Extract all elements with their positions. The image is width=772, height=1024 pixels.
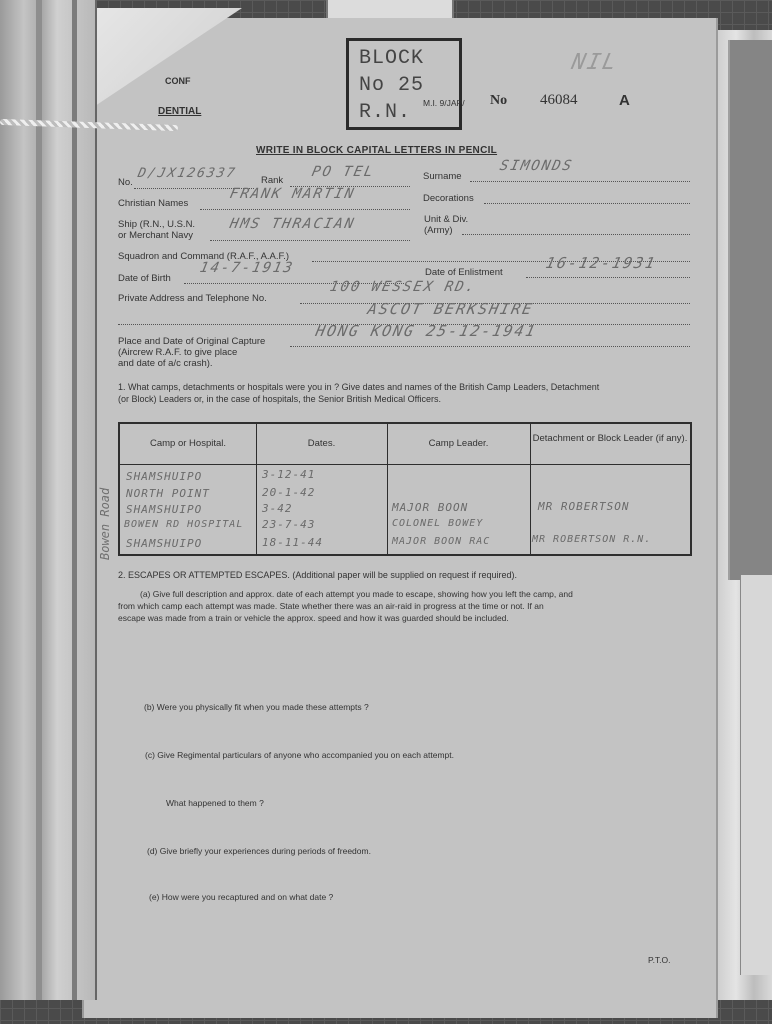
ship-label-2: or Merchant Navy	[118, 230, 193, 241]
series-letter: A	[619, 92, 630, 109]
unit-line	[462, 234, 690, 235]
form-number: 46084	[540, 92, 578, 108]
dob-value: 14-7-1913	[198, 260, 296, 276]
christian-names-line	[200, 209, 410, 210]
row-5-camp: SHAMSHUIPO	[126, 537, 203, 550]
squadron-label: Squadron and Command (R.A.F., A.A.F.)	[118, 251, 290, 262]
row-3-camp: SHAMSHUIPO	[126, 503, 203, 516]
no-label: No.	[118, 177, 133, 188]
pto-label: P.T.O.	[648, 955, 671, 965]
conf-top: CONF	[165, 76, 191, 86]
form-code: M.I. 9/JAP/	[423, 98, 465, 108]
instruction-heading: WRITE IN BLOCK CAPITAL LETTERS IN PENCIL	[256, 145, 498, 156]
enlistment-value: 16-12-1931	[544, 254, 659, 272]
row-4-date: 23-7-43	[262, 518, 316, 531]
no-value: D/JX126337	[136, 166, 238, 181]
stamp-line-2: No 25	[359, 74, 425, 97]
stamp-line-1: BLOCK	[359, 47, 425, 70]
row-4-camp: BOWEN RD HOSPITAL	[124, 519, 244, 530]
row-5-date: 18-11-44	[262, 536, 323, 549]
ship-label-1: Ship (R.N., U.S.N.	[118, 219, 196, 230]
question-1-text-2: (or Block) Leaders or, in the case of hospitals, the Senior British Medical Officers.	[118, 394, 441, 404]
row-3-date: 3-42	[262, 502, 293, 515]
row-2-date: 20-1-42	[262, 486, 316, 499]
right-card-dark	[728, 40, 772, 580]
number-label: No	[490, 93, 508, 108]
question-2c-followup: What happened to them ?	[166, 798, 264, 808]
header-camp: Camp or Hospital.	[149, 438, 227, 449]
unit-label-2: (Army)	[424, 225, 453, 236]
row-5-leader: MAJOR BOON RAC	[392, 536, 491, 547]
row-3-detachment: MR ROBERTSON	[538, 500, 630, 513]
ship-line	[210, 240, 410, 241]
conf-bottom: DENTIAL	[158, 106, 202, 117]
row-2-camp: NORTH POINT	[126, 487, 210, 500]
left-strip	[36, 0, 42, 1000]
christian-names-value: FRANK MARTIN	[228, 186, 357, 202]
question-2e: (e) How were you recaptured and on what date ?	[149, 892, 334, 902]
capture-label-2: (Aircrew R.A.F. to give place	[118, 347, 238, 358]
decorations-label: Decorations	[423, 193, 474, 204]
header-detachment: Detachment or Block Leader (if any).	[532, 433, 688, 444]
surname-label: Surname	[423, 171, 462, 182]
rank-label: Rank	[261, 175, 284, 186]
capture-value: HONG KONG 25-12-1941	[314, 322, 539, 340]
left-paper-stack	[0, 0, 97, 1000]
unit-label-1: Unit & Div.	[424, 214, 469, 225]
enlistment-line	[526, 277, 690, 278]
row-1-camp: SHAMSHUIPO	[126, 470, 203, 483]
margin-note: Bowen Road	[98, 487, 112, 560]
decorations-line	[484, 203, 690, 204]
capture-line	[290, 346, 690, 347]
left-strip-2	[72, 0, 77, 1000]
address-value-1: 100 WESSEX RD.	[328, 279, 478, 295]
question-2a-text-1: (a) Give full description and approx. date of each attempt you made to escape, showing how you left the camp, and	[140, 589, 573, 599]
question-2a-text-2: from which camp each attempt was made. State whether there was an air-raid in progress at the time or not. If an	[118, 601, 544, 611]
block-stamp	[346, 38, 462, 130]
capture-label-1: Place and Date of Original Capture	[118, 336, 266, 347]
camp-table	[118, 422, 692, 556]
question-2a-text-3: escape was made from a train or vehicle the approx. speed and how it was guarded should be included.	[118, 613, 509, 623]
row-5-detachment: MR ROBERTSON R.N.	[532, 534, 652, 545]
question-2d: (d) Give briefly your experiences during periods of freedom.	[147, 846, 371, 856]
row-4-leader: COLONEL BOWEY	[392, 518, 484, 529]
rank-value: PO TEL	[310, 164, 377, 180]
christian-names-label: Christian Names	[118, 198, 189, 209]
ship-value: HMS THRACIAN	[228, 216, 357, 232]
right-card-light	[740, 575, 772, 975]
surname-value: SIMONDS	[498, 158, 575, 174]
surname-line	[470, 181, 690, 182]
question-2c: (c) Give Regimental particulars of anyone who accompanied you on each attempt.	[145, 750, 454, 760]
capture-label-3: and date of a/c crash).	[118, 358, 213, 369]
enlistment-label: Date of Enlistment	[425, 267, 503, 278]
row-1-date: 3-12-41	[262, 468, 316, 481]
stamp-line-3: R.N.	[359, 101, 412, 124]
dob-label: Date of Birth	[118, 273, 171, 284]
question-2b: (b) Were you physically fit when you made these attempts ?	[144, 702, 369, 712]
address-value-2: ASCOT BERKSHIRE	[366, 300, 536, 318]
question-2-title: 2. ESCAPES OR ATTEMPTED ESCAPES. (Additional paper will be supplied on request if required).	[118, 570, 518, 580]
nil-note: NIL	[569, 50, 621, 75]
row-3-leader: MAJOR BOON	[392, 501, 469, 514]
header-dates: Dates.	[307, 438, 336, 449]
address-label: Private Address and Telephone No.	[118, 293, 267, 304]
header-camp-leader: Camp Leader.	[428, 438, 489, 449]
question-1-text-1: 1. What camps, detachments or hospitals were you in ? Give dates and names of the British Camp Leaders, Detachment	[118, 382, 600, 392]
